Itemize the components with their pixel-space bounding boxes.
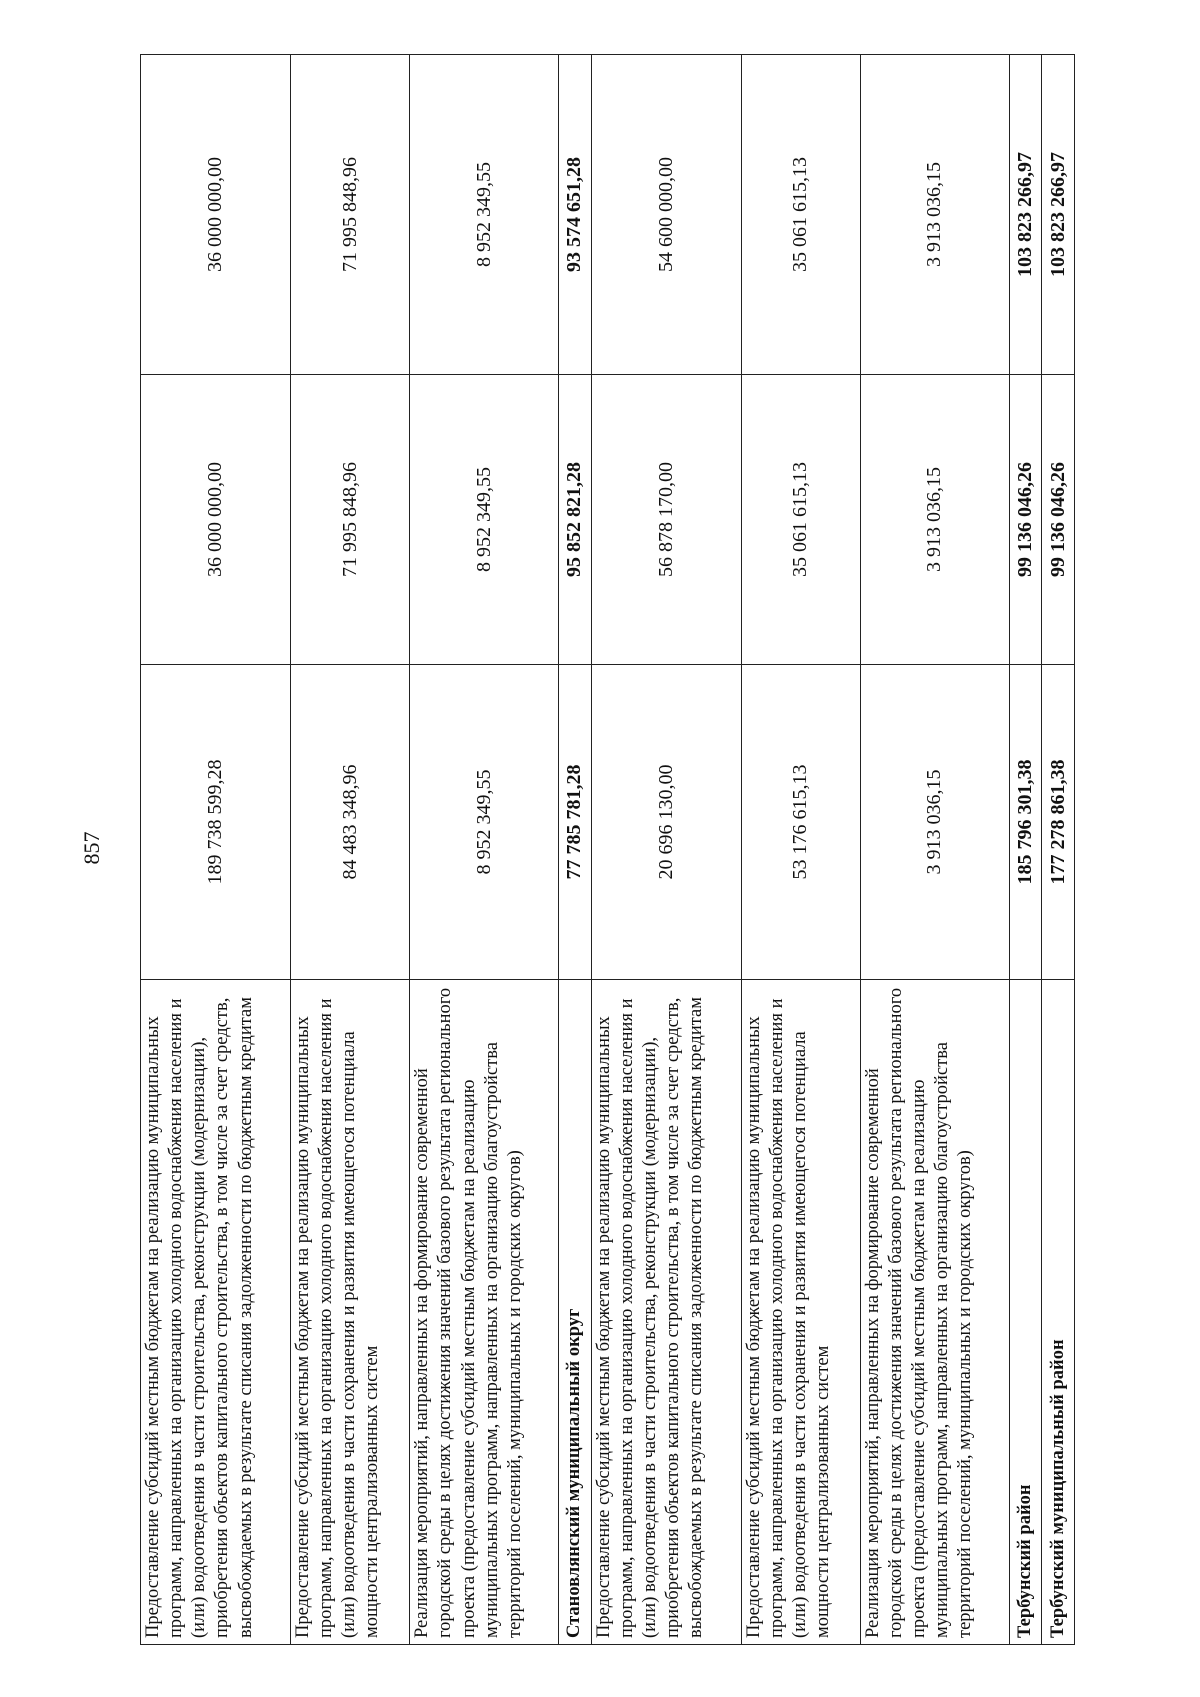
row-value-2: 36 000 000,00	[141, 375, 291, 665]
row-value-3: 103 823 266,97	[1042, 55, 1075, 375]
row-value-1: 8 952 349,55	[410, 665, 559, 980]
row-value-1: 20 696 130,00	[591, 665, 741, 980]
row-value-2: 8 952 349,55	[410, 375, 559, 665]
row-description: Предоставление субсидий местным бюджетам на реализацию муниципальных программ, направленных на организацию холодного водоснабжения населения и (или) водоотведения в части строительства, реконструкции (модернизации), приобретения объектов капитального строительства, в том числе за счет средств, высвобождаемых в результате списания задолженности по бюджетным кредитам	[591, 980, 741, 1645]
row-value-1: 53 176 615,13	[741, 665, 860, 980]
row-value-3: 36 000 000,00	[141, 55, 291, 375]
row-value-3: 103 823 266,97	[1009, 55, 1042, 375]
rotated-table-frame	[140, 55, 1075, 1645]
row-description: Тербунский муниципальный район	[1042, 980, 1075, 1645]
row-value-1: 84 483 348,96	[290, 665, 409, 980]
row-description: Становлянский муниципальный округ	[559, 980, 592, 1645]
table-row-total	[1009, 55, 1042, 1645]
table-row	[141, 55, 291, 1645]
table-row-total	[1042, 55, 1075, 1645]
table-row	[860, 55, 1009, 1645]
table-row	[290, 55, 409, 1645]
rotated-table-container	[140, 55, 1075, 1645]
row-value-3: 54 600 000,00	[591, 55, 741, 375]
row-description: Тербунский район	[1009, 980, 1042, 1645]
budget-table	[140, 54, 1075, 1645]
row-description: Реализация мероприятий, направленных на формирование современной городской среды в целях достижения значений базового результата регионального проекта (предоставление субсидий местным бюджетам на реализацию муниципальных программ, направленных на организацию благоустройства территорий поселений, муниципальных и городских округов)	[410, 980, 559, 1645]
row-value-2: 56 878 170,00	[591, 375, 741, 665]
row-value-1: 185 796 301,38	[1009, 665, 1042, 980]
table-row	[591, 55, 741, 1645]
row-value-1: 3 913 036,15	[860, 665, 1009, 980]
table-row	[741, 55, 860, 1645]
row-value-2: 99 136 046,26	[1042, 375, 1075, 665]
table-row-total	[559, 55, 592, 1645]
page-number: 857	[79, 831, 104, 865]
row-value-2: 99 136 046,26	[1009, 375, 1042, 665]
row-value-3: 71 995 848,96	[290, 55, 409, 375]
row-value-3: 8 952 349,55	[410, 55, 559, 375]
row-value-1: 189 738 599,28	[141, 665, 291, 980]
table-row	[410, 55, 559, 1645]
row-description: Предоставление субсидий местным бюджетам на реализацию муниципальных программ, направленных на организацию холодного водоснабжения населения и (или) водоотведения в части сохранения и развития имеющегося потенциала мощности централизованных систем	[290, 980, 409, 1645]
row-value-1: 177 278 861,38	[1042, 665, 1075, 980]
row-value-2: 95 852 821,28	[559, 375, 592, 665]
row-value-3: 93 574 651,28	[559, 55, 592, 375]
row-value-2: 3 913 036,15	[860, 375, 1009, 665]
row-value-2: 71 995 848,96	[290, 375, 409, 665]
row-value-1: 77 785 781,28	[559, 665, 592, 980]
row-description: Предоставление субсидий местным бюджетам на реализацию муниципальных программ, направленных на организацию холодного водоснабжения населения и (или) водоотведения в части строительства, реконструкции (модернизации), приобретения объектов капитального строительства, в том числе за счет средств, высвобождаемых в результате списания задолженности по бюджетным кредитам	[141, 980, 291, 1645]
row-value-3: 3 913 036,15	[860, 55, 1009, 375]
row-description: Реализация мероприятий, направленных на формирование современной городской среды в целях достижения значений базового результата регионального проекта (предоставление субсидий местным бюджетам на реализацию муниципальных программ, направленных на организацию благоустройства территорий поселений, муниципальных и городских округов)	[860, 980, 1009, 1645]
row-description: Предоставление субсидий местным бюджетам на реализацию муниципальных программ, направленных на организацию холодного водоснабжения населения и (или) водоотведения в части сохранения и развития имеющегося потенциала мощности централизованных систем	[741, 980, 860, 1645]
row-value-2: 35 061 615,13	[741, 375, 860, 665]
row-value-3: 35 061 615,13	[741, 55, 860, 375]
